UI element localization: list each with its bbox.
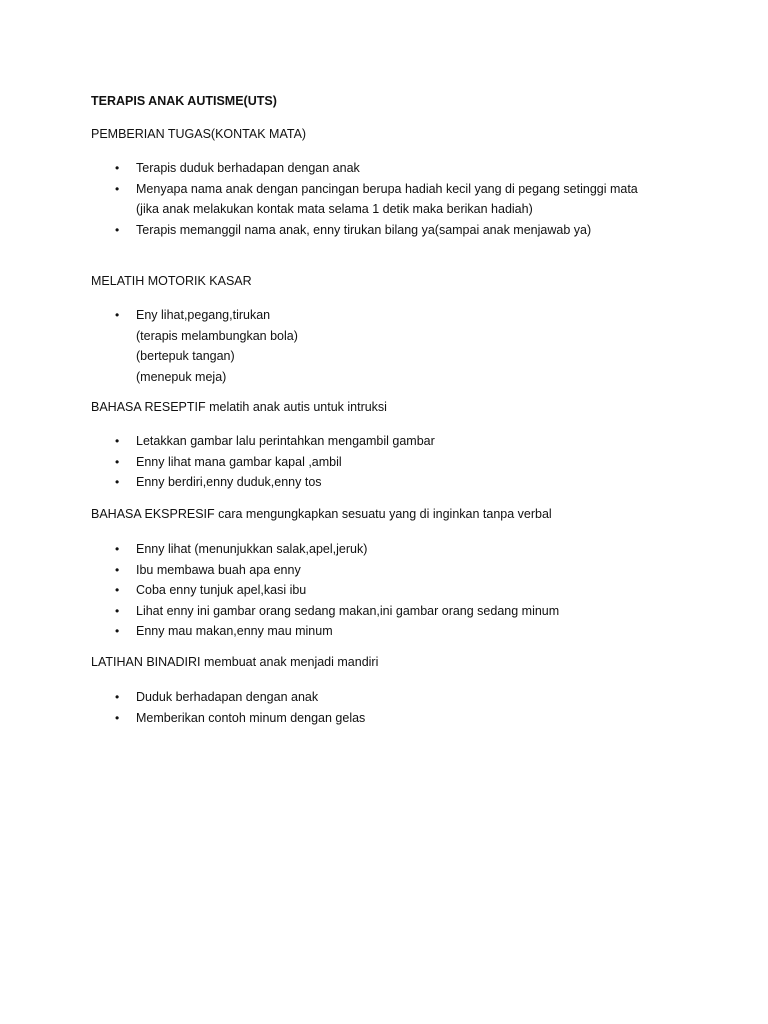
list-item: [91, 158, 638, 179]
list-item-text: Enny lihat mana gambar kapal ,ambil: [136, 454, 342, 469]
list-item: [91, 621, 559, 642]
list-item-text: Lihat enny ini gambar orang sedang makan,ini gambar orang sedang minum: [136, 603, 560, 618]
list-item: [91, 708, 365, 729]
list-item: [91, 560, 559, 581]
document-title: TERAPIS ANAK AUTISME(UTS): [91, 94, 277, 108]
bullet-icon: •: [115, 434, 120, 448]
bullet-list: [91, 305, 298, 387]
list-item: [91, 452, 435, 473]
list-item: [91, 305, 298, 387]
list-item-text: Enny lihat (menunjukkan salak,apel,jeruk): [136, 542, 368, 556]
bullet-icon: •: [115, 308, 120, 322]
list-item: [91, 580, 559, 601]
bullet-icon: •: [115, 624, 120, 638]
section-heading: BAHASA RESEPTIF melatih anak autis untuk intruksi: [91, 400, 387, 414]
list-item-subline: (terapis melambungkan bola): [136, 328, 298, 343]
list-item-text: Menyapa nama anak dengan pancingan berupa hadiah kecil yang di pegang setinggi mata: [136, 181, 638, 196]
list-item-subline: (bertepuk tangan): [136, 349, 235, 363]
bullet-icon: •: [115, 583, 120, 597]
list-item: [91, 539, 559, 560]
list-item: [91, 220, 638, 241]
list-item-text: Enny berdiri,enny duduk,enny tos: [136, 475, 322, 489]
bullet-icon: •: [115, 562, 120, 577]
list-item-subline: (menepuk meja): [136, 369, 227, 384]
bullet-icon: •: [115, 181, 120, 196]
bullet-list: [91, 431, 435, 493]
list-item-text: Enny mau makan,enny mau minum: [136, 624, 333, 638]
list-item-text: Letakkan gambar lalu perintahkan mengambil gambar: [136, 434, 435, 448]
list-item-text: Eny lihat,pegang,tirukan: [136, 308, 271, 322]
bullet-list: [91, 158, 638, 240]
bullet-icon: •: [115, 710, 120, 725]
list-item: [91, 687, 365, 708]
list-item: [91, 431, 435, 452]
list-item: [91, 601, 559, 622]
list-item-text: Coba enny tunjuk apel,kasi ibu: [136, 583, 307, 597]
bullet-icon: •: [115, 690, 120, 704]
section-heading: PEMBERIAN TUGAS(KONTAK MATA): [91, 127, 307, 141]
list-item-text: Memberikan contoh minum dengan gelas: [136, 710, 366, 725]
list-item-text: Terapis duduk berhadapan dengan anak: [136, 161, 360, 175]
section-heading: BAHASA EKSPRESIF cara mengungkapkan sesuatu yang di inginkan tanpa verbal: [91, 507, 552, 521]
list-item-text: Ibu membawa buah apa enny: [136, 562, 301, 577]
list-item-text: Duduk berhadapan dengan anak: [136, 690, 319, 704]
section-heading: LATIHAN BINADIRI membuat anak menjadi mandiri: [91, 655, 379, 669]
bullet-icon: •: [115, 542, 120, 556]
bullet-icon: •: [115, 603, 120, 618]
list-item: [91, 472, 435, 493]
bullet-icon: •: [115, 222, 120, 237]
bullet-list: [91, 687, 365, 728]
bullet-icon: •: [115, 454, 120, 469]
list-item-text: Terapis memanggil nama anak, enny tirukan bilang ya(sampai anak menjawab ya): [136, 222, 592, 237]
bullet-icon: •: [115, 475, 120, 489]
bullet-icon: •: [115, 161, 120, 175]
list-item: [91, 179, 638, 220]
section-heading: MELATIH MOTORIK KASAR: [91, 274, 252, 288]
bullet-list: [91, 539, 559, 642]
list-item-subline: (jika anak melakukan kontak mata selama 1 detik maka berikan hadiah): [136, 202, 533, 216]
